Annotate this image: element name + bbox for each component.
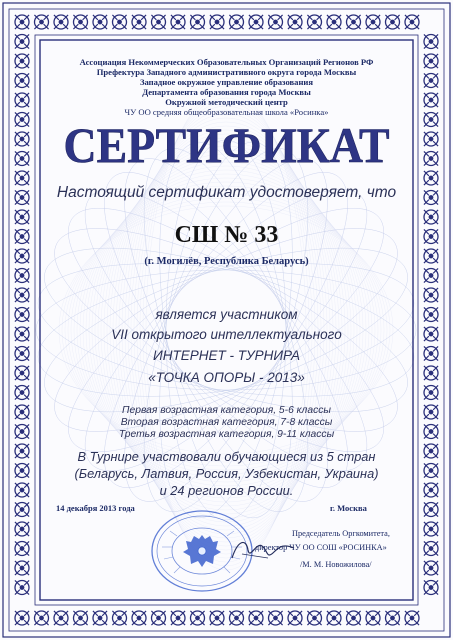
organization-line-3: Западное окружное управление образования (139, 77, 314, 87)
participation-line-1: В Турнире участвовали обучающиеся из 5 стран (77, 449, 376, 464)
recipient-name: СШ № 33 (174, 222, 279, 248)
body-line-1: является участником (155, 307, 298, 322)
body-line-4: «ТОЧКА ОПОРЫ - 2013» (148, 370, 305, 385)
signature-title-1: Председатель Оргкомитета, (292, 529, 390, 538)
category-1: Первая возрастная категория, 5-6 классы (122, 405, 331, 416)
organization-line-1: Ассоциация Некоммерческих Образовательных Организаций Регионов РФ (79, 57, 374, 67)
eagle-emblem-icon (183, 535, 221, 567)
participation-line-3: и 24 регионов России. (159, 483, 294, 498)
certificate-city: г. Москва (330, 503, 367, 513)
organization-line-6: ЧУ ОО средняя общеобразовательная школа «Росинка» (124, 107, 329, 117)
certificate-title (0, 118, 453, 174)
organization-line-4: Департамента образования города Москвы (142, 87, 311, 97)
recipient-location: (г. Могилёв, Республика Беларусь) (144, 256, 309, 267)
category-3: Третья возрастная категория, 9-11 классы (118, 429, 335, 440)
participation-line-2: (Беларусь, Латвия, Россия, Узбекистан, Украина) (74, 466, 379, 481)
category-2: Вторая возрастная категория, 7-8 классы (120, 417, 333, 428)
signature-name: /М. М. Новожилова/ (300, 560, 372, 569)
intro-text: Настоящий сертификат удостоверяет, что (56, 184, 397, 201)
body-line-3: ИНТЕРНЕТ - ТУРНИРА (153, 348, 300, 363)
organization-line-5: Окружной методический центр (165, 97, 288, 107)
organization-line-2: Префектура Западного административного округа города Москвы (96, 67, 357, 77)
signature-title-2: директор ЧУ ОО СОШ «РОСИНКА» (255, 543, 387, 552)
signature (228, 532, 298, 566)
body-line-2: VII открытого интеллектуального (111, 327, 342, 342)
title-text: СЕРТИФИКАТ (63, 118, 390, 173)
certificate-date: 14 декабря 2013 года (56, 503, 135, 513)
